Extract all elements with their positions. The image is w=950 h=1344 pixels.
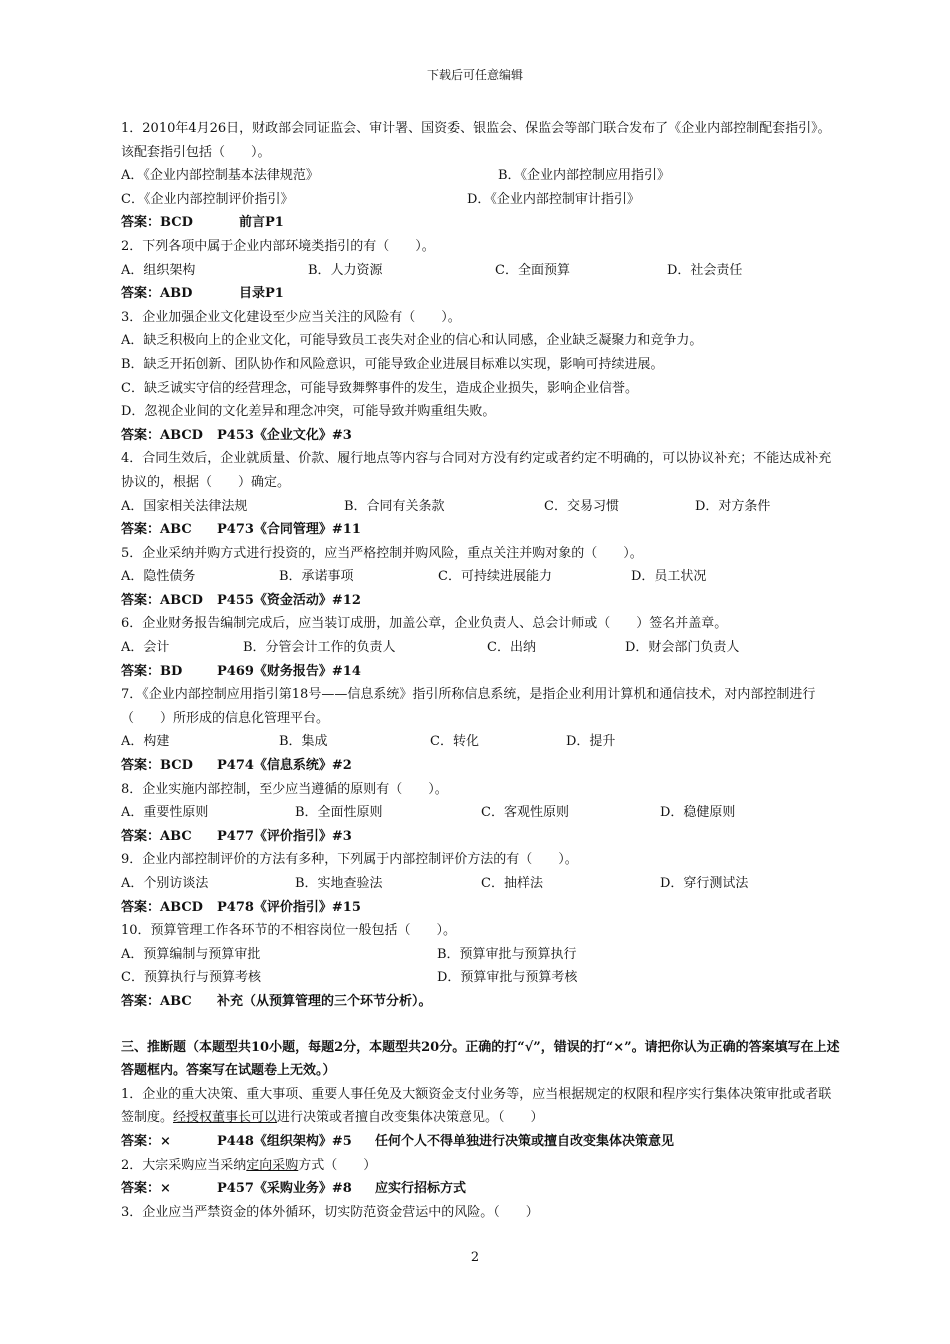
option-d: D．穿行测试法 xyxy=(660,876,749,891)
tf-question-3-stem: 3．企业应当严禁资金的体外循环，切实防范资金营运中的风险。（ ） xyxy=(121,1204,539,1220)
answer-label: 答案：ABC xyxy=(121,828,192,844)
question-8-options xyxy=(121,801,843,825)
option-d: D．稳健原则 xyxy=(660,805,736,821)
tf-question-2-text-b: 方式（ ） xyxy=(298,1157,377,1173)
option-b: B．预算审批与预算执行 xyxy=(437,946,577,962)
answer-label: 答案：BCD xyxy=(121,215,193,231)
option-b: B．合同有关条款 xyxy=(344,498,445,514)
option-b: B．分管会计工作的负责人 xyxy=(243,640,396,656)
answer-note: 任何个人不得单独进行决策或擅自改变集体决策意见 xyxy=(375,1133,675,1149)
option-a: A．隐性债务 xyxy=(121,569,196,585)
option-a: A．《企业内部控制基本法律规范》 xyxy=(121,168,319,184)
question-10-stem: 10．预算管理工作各环节的不相容岗位一般包括（ ）。 xyxy=(121,923,457,939)
answer-reference: 补充（从预算管理的三个环节分析）。 xyxy=(217,993,432,1009)
tf-question-2-stem xyxy=(121,1154,843,1178)
option-a: A．国家相关法律法规 xyxy=(121,498,248,514)
option-d: D．财会部门负责人 xyxy=(625,640,740,656)
option-a: A．预算编制与预算审批 xyxy=(121,946,261,962)
option-d: D．对方条件 xyxy=(695,498,771,514)
question-4-answer xyxy=(121,518,843,542)
question-9-options xyxy=(121,872,843,896)
option-a: A．重要性原则 xyxy=(121,805,209,821)
question-4-stem: 4．合同生效后，企业就质量、价款、履行地点等内容与合同对方没有约定或者约定不明确的，可以协议补充；不能达成补充协议的，根据（ ）确定。 xyxy=(121,451,832,490)
option-d: D．社会责任 xyxy=(667,262,743,278)
option-c: C．转化 xyxy=(430,734,479,750)
option-c: C．抽样法 xyxy=(481,876,543,891)
answer-label: 答案：BCD xyxy=(121,758,193,774)
option-c: C．全面预算 xyxy=(495,262,570,278)
question-1-stem: 1．2010年4月26日，财政部会同证监会、审计署、国资委、银监会、保监会等部门联合发布了《企业内部控制配套指引》。该配套指引包括（ ）。 xyxy=(121,121,831,160)
question-10-answer xyxy=(121,990,843,1014)
option-a: A．构建 xyxy=(121,734,170,750)
question-10-options-row-2 xyxy=(121,966,843,990)
answer-reference: P478《评价指引》#15 xyxy=(217,899,361,915)
question-7-answer xyxy=(121,754,843,778)
option-c: C．《企业内部控制评价指引》 xyxy=(121,191,294,207)
question-5-options xyxy=(121,565,843,589)
option-d: D．提升 xyxy=(566,734,616,750)
answer-label: 答案：ABC xyxy=(121,522,192,538)
option-d: D．忽视企业间的文化差异和理念冲突，可能导致并购重组失败。 xyxy=(121,404,496,420)
question-3-answer xyxy=(121,424,843,448)
option-b: B．《企业内部控制应用指引》 xyxy=(498,168,671,184)
answer-reference: P474《信息系统》#2 xyxy=(217,758,352,774)
answer-reference: P455《资金活动》#12 xyxy=(217,592,361,608)
question-3-stem: 3．企业加强企业文化建设至少应当关注的风险有（ ）。 xyxy=(121,309,461,325)
option-b: B．实地查验法 xyxy=(295,876,383,891)
question-6-options xyxy=(121,636,843,660)
tf-question-2-answer xyxy=(121,1177,843,1201)
answer-label: 答案：ABCD xyxy=(121,427,203,443)
question-9-stem: 9．企业内部控制评价的方法有多种，下列属于内部控制评价方法的有（ ）。 xyxy=(121,852,578,868)
answer-reference: P448《组织架构》#5 xyxy=(217,1133,352,1149)
tf-question-1-underlined: 经授权董事长可以 xyxy=(173,1110,278,1126)
answer-label: 答案：× xyxy=(121,1181,171,1197)
option-b: B．全面性原则 xyxy=(295,805,383,821)
option-d: D．《企业内部控制审计指引》 xyxy=(467,191,640,207)
question-9-answer xyxy=(121,896,843,920)
tf-question-1-answer xyxy=(121,1130,843,1154)
option-c: C．预算执行与预算考核 xyxy=(121,970,261,986)
tf-question-2-underlined: 定向采购 xyxy=(246,1157,299,1173)
option-c: C．交易习惯 xyxy=(544,498,619,514)
option-d: D．员工状况 xyxy=(631,569,707,585)
option-b: B．人力资源 xyxy=(308,262,383,278)
answer-label: 答案：ABC xyxy=(121,993,192,1009)
answer-note: 应实行招标方式 xyxy=(375,1181,467,1197)
tf-question-1-text-a: 1．企业的重大决策、重大事项、重要人事任免及大额资金支付业务等，应当根据规定的权限和程序实行集体决策审批或者联签制度。 xyxy=(121,1086,832,1126)
answer-reference: P477《评价指引》#3 xyxy=(217,828,352,844)
question-2-answer xyxy=(121,282,843,306)
question-2-stem: 2．下列各项中属于企业内部环境类指引的有（ ）。 xyxy=(121,238,435,254)
question-5-stem: 5．企业采纳并购方式进行投资的，应当严格控制并购风险，重点关注并购对象的（ ）。 xyxy=(121,545,643,561)
answer-reference: 前言P1 xyxy=(239,215,284,231)
question-6-answer xyxy=(121,660,843,684)
option-d: D．预算审批与预算考核 xyxy=(437,970,578,986)
question-1-options-row-1 xyxy=(121,164,843,188)
tf-question-1-stem xyxy=(121,1083,843,1130)
tf-question-1-text-b: 进行决策或者擅自改变集体决策意见。（ ） xyxy=(277,1110,544,1126)
answer-reference: 目录P1 xyxy=(239,286,284,302)
answer-reference: P457《采购业务》#8 xyxy=(217,1181,352,1197)
tf-question-2-text-a: 2．大宗采购应当采纳 xyxy=(121,1157,247,1173)
answer-reference: P469《财务报告》#14 xyxy=(217,663,361,679)
answer-reference: P453《企业文化》#3 xyxy=(217,427,352,443)
option-c: C．客观性原则 xyxy=(481,805,569,821)
answer-reference: P473《合同管理》#11 xyxy=(217,522,361,538)
option-b: B．缺乏开拓创新、团队协作和风险意识，可能导致企业进展目标难以实现，影响可持续进展。 xyxy=(121,356,664,372)
option-c: C．出纳 xyxy=(487,640,536,656)
option-c: C．可持续进展能力 xyxy=(438,569,552,585)
question-1-answer xyxy=(121,211,843,235)
question-10-options-row-1 xyxy=(121,943,843,967)
answer-label: 答案：ABCD xyxy=(121,899,203,915)
page-header: 下载后可任意编辑 xyxy=(426,68,523,82)
option-b: B．承诺事项 xyxy=(279,569,354,585)
question-2-options xyxy=(121,259,843,283)
answer-label: 答案：ABCD xyxy=(121,592,203,608)
question-5-answer xyxy=(121,589,843,613)
question-1-options-row-2 xyxy=(121,188,843,212)
page-content xyxy=(121,117,843,1224)
question-6-stem: 6．企业财务报告编制完成后，应当装订成册，加盖公章，企业负责人、总会计师或（ ）签名并盖章。 xyxy=(121,616,728,632)
section-3-title: 三、推断题（本题型共10小题，每题2分，本题型共20分。正确的打“√”，错误的打“×”。请把你认为正确的答案填写在上述答题框内。答案写在试题卷上无效。） xyxy=(121,1039,840,1079)
option-a: A．个别访谈法 xyxy=(121,876,209,891)
question-7-options xyxy=(121,730,843,754)
option-b: B．集成 xyxy=(279,734,328,750)
page-number: 2 xyxy=(470,1250,480,1265)
question-7-stem: 7．《企业内部控制应用指引第18号——信息系统》指引所称信息系统，是指企业利用计算机和通信技术，对内部控制进行（ ）所形成的信息化管理平台。 xyxy=(121,687,816,726)
answer-label: 答案：× xyxy=(121,1133,171,1149)
question-8-answer xyxy=(121,825,843,849)
answer-label: 答案：ABD xyxy=(121,286,193,302)
answer-label: 答案：BD xyxy=(121,663,183,679)
question-8-stem: 8．企业实施内部控制，至少应当遵循的原则有（ ）。 xyxy=(121,781,448,797)
question-4-options xyxy=(121,495,843,519)
option-a: A．组织架构 xyxy=(121,262,196,278)
option-a: A．会计 xyxy=(121,640,170,656)
option-c: C．缺乏诚实守信的经营理念，可能导致舞弊事件的发生，造成企业损失，影响企业信誉。 xyxy=(121,380,638,396)
option-a: A．缺乏积极向上的企业文化，可能导致员工丧失对企业的信心和认同感，企业缺乏凝聚力和竞争力。 xyxy=(121,333,703,349)
